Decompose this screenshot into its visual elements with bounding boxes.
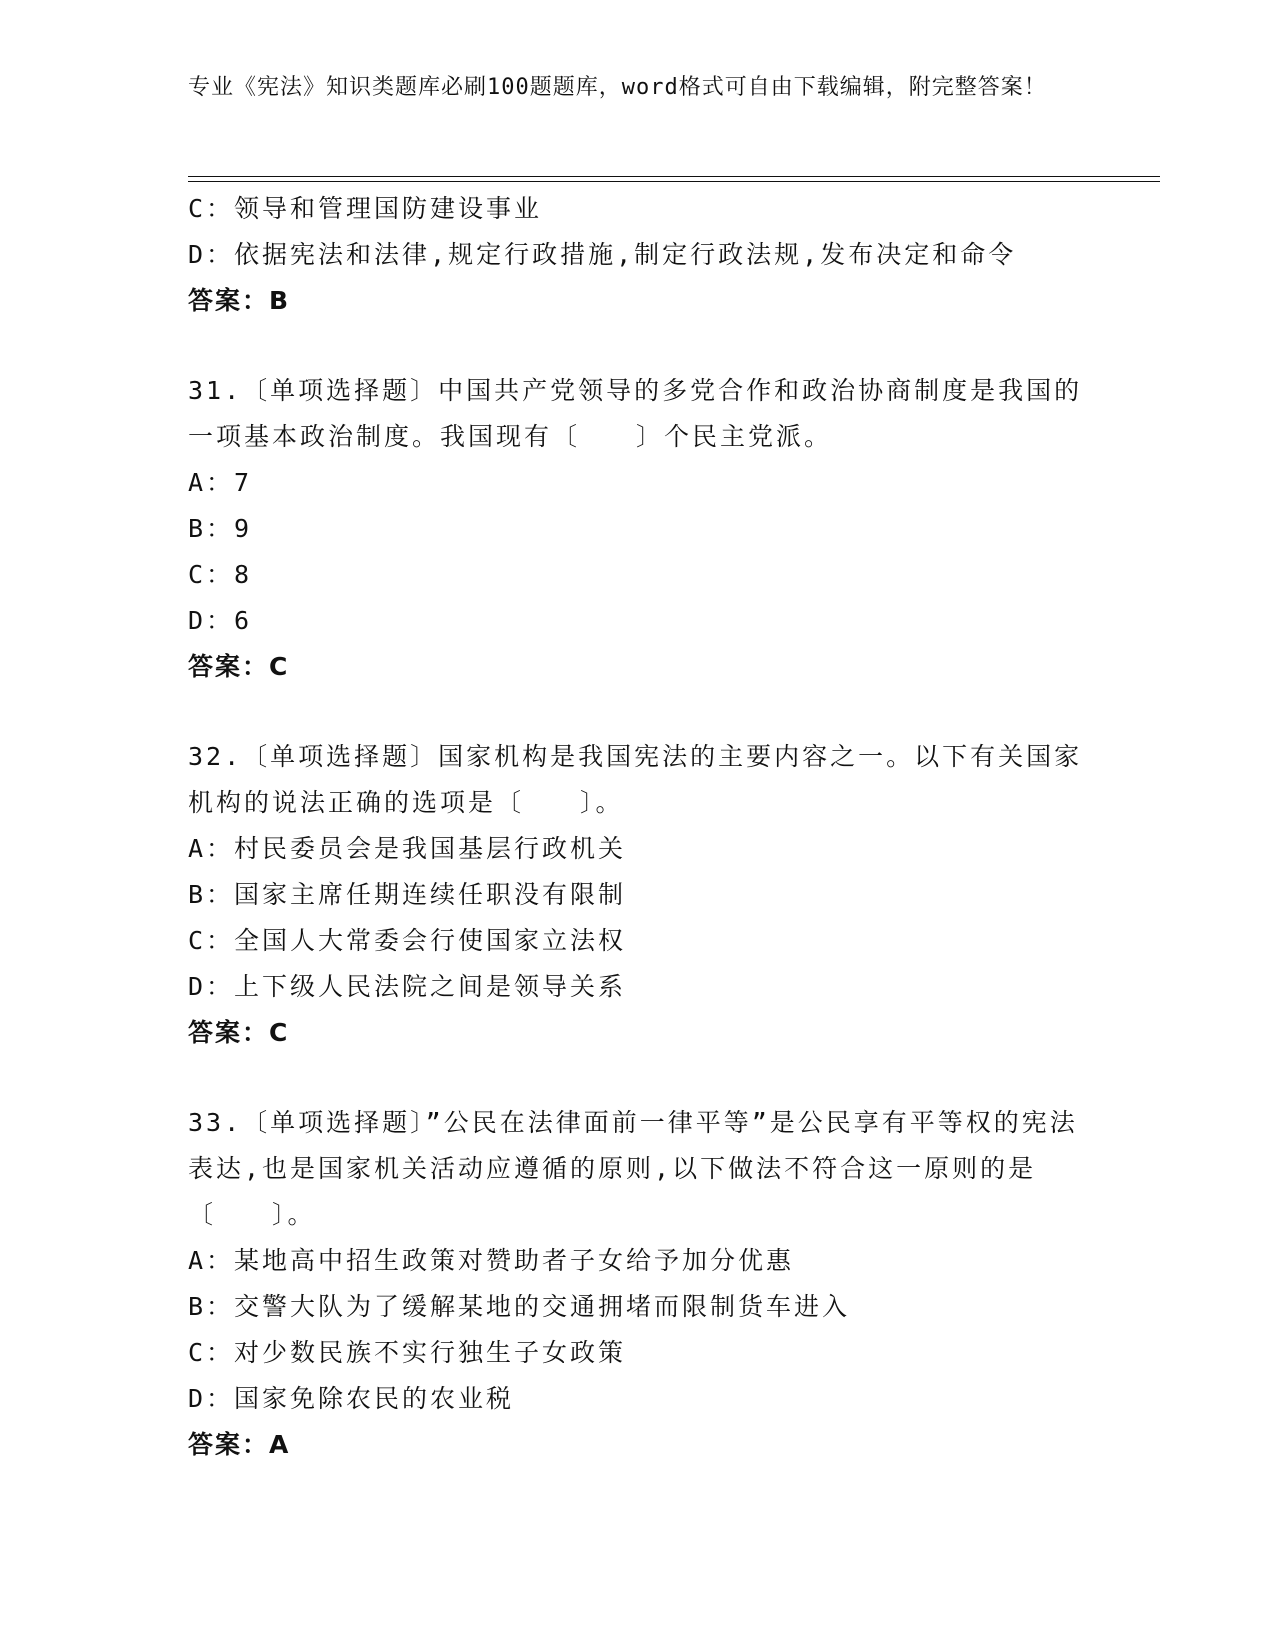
option-d: D：依据宪法和法律,规定行政措施,制定行政法规,发布决定和命令: [188, 240, 1017, 269]
question-31: [188, 368, 1088, 690]
option-c: C：领导和管理国防建设事业: [188, 194, 543, 223]
option-c: C：对少数民族不实行独生子女政策: [188, 1338, 627, 1367]
question-stem: 33.〔单项选择题〕”公民在法律面前一律平等”是公民享有平等权的宪法表达,也是国家机关活动应遵循的原则,以下做法不符合这一原则的是〔 〕。: [188, 1108, 1078, 1229]
option-d: D：上下级人民法院之间是领导关系: [188, 972, 627, 1001]
option-c: C：8: [188, 560, 253, 589]
previous-question-tail: [188, 186, 1088, 324]
option-b: B：国家主席任期连续任职没有限制: [188, 880, 627, 909]
question-stem: 31.〔单项选择题〕中国共产党领导的多党合作和政治协商制度是我国的一项基本政治制度。我国现有〔 〕个民主党派。: [188, 376, 1083, 451]
answer-line: 答案：C: [188, 1018, 290, 1047]
question-stem: 32.〔单项选择题〕国家机构是我国宪法的主要内容之一。以下有关国家机构的说法正确的选项是〔 〕。: [188, 742, 1083, 817]
question-list: [188, 186, 1088, 1468]
option-a: A：7: [188, 468, 253, 497]
header-divider-top: [188, 176, 1160, 177]
answer-line: 答案：C: [188, 652, 290, 681]
option-d: D：国家免除农民的农业税: [188, 1384, 515, 1413]
question-32: [188, 734, 1088, 1056]
option-c: C：全国人大常委会行使国家立法权: [188, 926, 627, 955]
document-header: 专业《宪法》知识类题库必刷100题题库，word格式可自由下载编辑，附完整答案！: [188, 75, 1047, 100]
question-33: [188, 1100, 1088, 1468]
option-a: A：村民委员会是我国基层行政机关: [188, 834, 627, 863]
option-b: B：9: [188, 514, 253, 543]
answer-line: 答案：A: [188, 1430, 291, 1459]
option-b: B：交警大队为了缓解某地的交通拥堵而限制货车进入: [188, 1292, 851, 1321]
header-divider-bottom: [188, 181, 1160, 182]
option-d: D：6: [188, 606, 253, 635]
option-a: A：某地高中招生政策对赞助者子女给予加分优惠: [188, 1246, 795, 1275]
answer-line: 答案：B: [188, 286, 291, 315]
